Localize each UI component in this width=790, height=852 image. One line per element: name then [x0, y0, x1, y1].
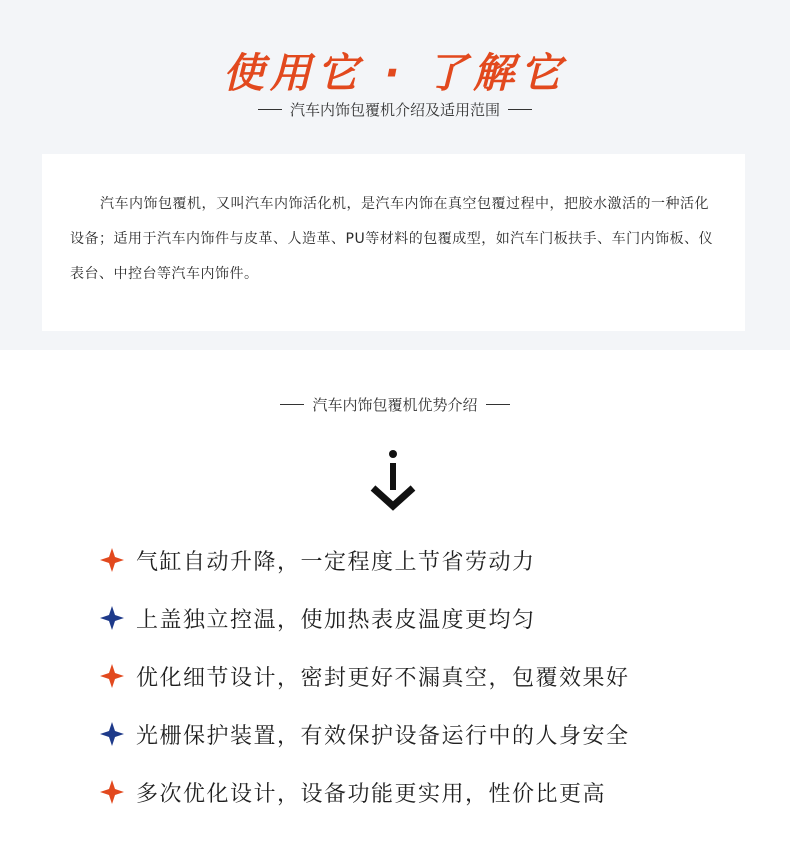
page-title: 使用它 · 了解它 [222, 49, 568, 97]
advantage-item [100, 598, 740, 638]
intro-text: 汽车内饰包覆机，又叫汽车内饰活化机，是汽车内饰在真空包覆过程中，把胶水激活的一种活化设备；适用于汽车内饰件与皮革、人造革、PU等材料的包覆成型，如汽车门板扶手、车门内饰板、仪表台、中控台等汽车内饰件。 [70, 196, 714, 282]
intro-card [42, 154, 745, 331]
advantage-text: 优化细节设计，密封更好不漏真空，包覆效果好 [136, 665, 630, 691]
advantages-heading [0, 394, 790, 415]
divider-left [280, 404, 304, 405]
divider-left [258, 109, 282, 110]
advantages-heading-text: 汽车内饰包覆机优势介绍 [312, 396, 478, 414]
advantage-item [100, 540, 740, 580]
advantage-item [100, 656, 740, 696]
subtitle-text: 汽车内饰包覆机介绍及适用范围 [289, 101, 500, 119]
advantage-text: 上盖独立控温，使加热表皮温度更均匀 [136, 607, 536, 633]
divider-right [508, 109, 532, 110]
star-shape [100, 664, 124, 688]
star-shape [100, 548, 124, 572]
star-shape [100, 606, 124, 630]
star-shape [100, 780, 124, 804]
star-shape [100, 722, 124, 746]
info-down-arrow-icon [367, 448, 419, 514]
four-point-star-icon [100, 664, 124, 688]
advantage-text: 多次优化设计，设备功能更实用，性价比更高 [136, 781, 607, 807]
intro-section [0, 0, 790, 350]
four-point-star-icon [100, 606, 124, 630]
four-point-star-icon [100, 722, 124, 746]
four-point-star-icon [100, 780, 124, 804]
advantage-item [100, 772, 740, 812]
subtitle [0, 99, 790, 120]
advantage-text: 光栅保护装置，有效保护设备运行中的人身安全 [136, 723, 630, 749]
advantage-text: 气缸自动升降，一定程度上节省劳动力 [136, 549, 536, 575]
divider-right [486, 404, 510, 405]
four-point-star-icon [100, 548, 124, 572]
advantage-item [100, 714, 740, 754]
